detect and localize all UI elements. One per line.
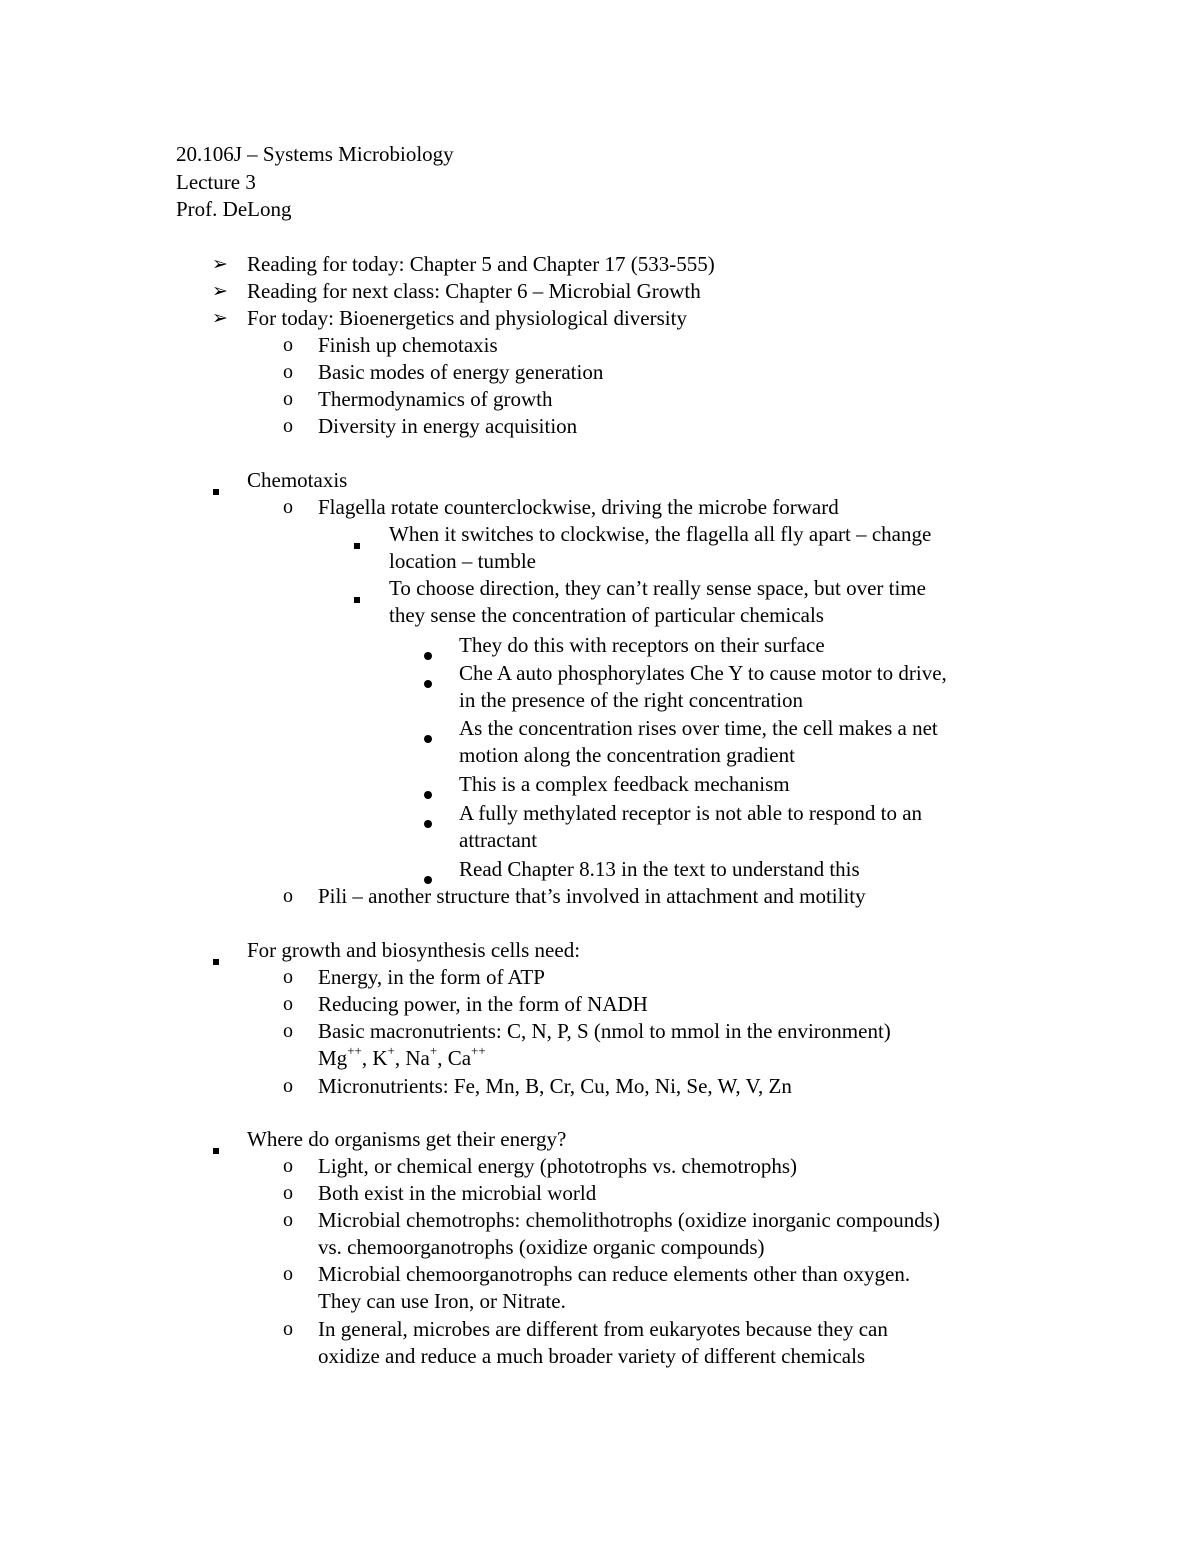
arrow-bullet-icon: ➢ [212, 308, 228, 329]
list-item: To choose direction, they can’t really sense space, but over time [389, 576, 926, 600]
round-bullet-icon [424, 723, 432, 750]
arrow-bullet-icon: ➢ [212, 254, 228, 275]
agenda-subitem: Thermodynamics of growth [318, 387, 553, 411]
section-title-chemotaxis: Chemotaxis [247, 468, 348, 492]
list-item-continuation: vs. chemoorganotrophs (oxidize organic compounds) [318, 1235, 765, 1259]
list-item: When it switches to clockwise, the flagella all fly apart – change [389, 522, 932, 546]
square-bullet-icon [213, 475, 219, 502]
round-bullet-icon [424, 668, 432, 695]
list-item: Che A auto phosphorylates Che Y to cause motor to drive, [459, 661, 947, 685]
circle-bullet-icon: o [283, 1209, 293, 1231]
circle-bullet-icon: o [283, 1155, 293, 1177]
square-bullet-icon [213, 1134, 219, 1161]
circle-bullet-icon: o [283, 993, 293, 1015]
list-item: A fully methylated receptor is not able to respond to an [459, 801, 923, 825]
round-bullet-icon [424, 779, 432, 806]
section-title-energy: Where do organisms get their energy? [247, 1127, 567, 1151]
square-bullet-icon [354, 583, 360, 610]
lecture-number: Lecture 3 [176, 169, 256, 194]
list-item: Microbial chemoorganotrophs can reduce elements other than oxygen. [318, 1262, 911, 1286]
circle-bullet-icon: o [283, 415, 293, 437]
document-header [176, 141, 454, 224]
circle-bullet-icon: o [283, 1182, 293, 1204]
list-item-continuation: they sense the concentration of particular chemicals [389, 603, 824, 627]
list-item: In general, microbes are different from eukaryotes because they can [318, 1317, 888, 1341]
list-item: Read Chapter 8.13 in the text to understand this [459, 857, 860, 881]
list-item-continuation: attractant [459, 828, 538, 852]
list-item-continuation: They can use Iron, or Nitrate. [318, 1289, 566, 1313]
list-item: Light, or chemical energy (phototrophs vs. chemotrophs) [318, 1154, 798, 1178]
circle-bullet-icon: o [283, 1318, 293, 1340]
list-item: This is a complex feedback mechanism [459, 772, 790, 796]
list-item: Micronutrients: Fe, Mn, B, Cr, Cu, Mo, Ni, Se, W, V, Zn [318, 1074, 792, 1098]
circle-bullet-icon: o [283, 496, 293, 518]
list-item: Both exist in the microbial world [318, 1181, 597, 1205]
circle-bullet-icon: o [283, 966, 293, 988]
list-item: Flagella rotate counterclockwise, driving the microbe forward [318, 495, 839, 519]
agenda-subitem: Finish up chemotaxis [318, 333, 498, 357]
circle-bullet-icon: o [283, 1075, 293, 1097]
list-item: As the concentration rises over time, the cell makes a net [459, 716, 938, 740]
agenda-subitem: Diversity in energy acquisition [318, 414, 578, 438]
round-bullet-icon [424, 808, 432, 835]
list-item-continuation: motion along the concentration gradient [459, 743, 795, 767]
arrow-bullet-icon: ➢ [212, 281, 228, 302]
agenda-item: Reading for today: Chapter 5 and Chapter 17 (533-555) [247, 252, 715, 276]
list-item-continuation: location – tumble [389, 549, 536, 573]
professor-name: Prof. DeLong [176, 197, 292, 221]
list-item: Energy, in the form of ATP [318, 965, 545, 989]
round-bullet-icon [424, 640, 432, 667]
ion-list: Mg++, K+, Na+, Ca++ [318, 1043, 486, 1070]
list-item: Reducing power, in the form of NADH [318, 992, 648, 1016]
circle-bullet-icon: o [283, 885, 293, 907]
circle-bullet-icon: o [283, 361, 293, 383]
list-item-continuation: oxidize and reduce a much broader variety of different chemicals [318, 1344, 866, 1368]
agenda-subitem: Basic modes of energy generation [318, 360, 604, 384]
agenda-item: Reading for next class: Chapter 6 – Microbial Growth [247, 279, 701, 303]
section-title-growth: For growth and biosynthesis cells need: [247, 938, 581, 962]
list-item-continuation: in the presence of the right concentration [459, 688, 804, 712]
circle-bullet-icon: o [283, 1263, 293, 1285]
list-item: Basic macronutrients: C, N, P, S (nmol to mmol in the environment) [318, 1019, 891, 1043]
list-item: Microbial chemotrophs: chemolithotrophs (oxidize inorganic compounds) [318, 1208, 940, 1232]
list-item: They do this with receptors on their surface [459, 633, 825, 657]
list-item: Pili – another structure that’s involved in attachment and motility [318, 884, 866, 908]
agenda-item: For today: Bioenergetics and physiological diversity [247, 306, 687, 330]
circle-bullet-icon: o [283, 388, 293, 410]
square-bullet-icon [213, 945, 219, 972]
circle-bullet-icon: o [283, 334, 293, 356]
course-title: 20.106J – Systems Microbiology [176, 142, 454, 166]
circle-bullet-icon: o [283, 1020, 293, 1042]
square-bullet-icon [354, 529, 360, 556]
